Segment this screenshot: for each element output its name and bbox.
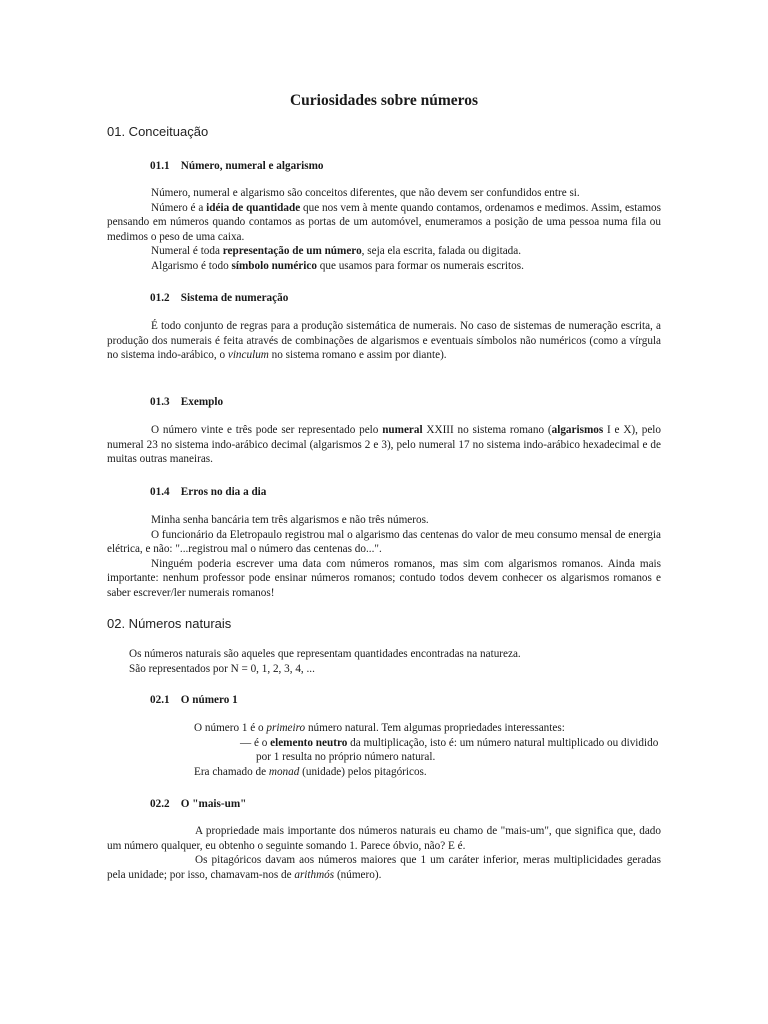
section-01-heading: 01. Conceituação — [107, 124, 209, 139]
subsection-01-1-body — [107, 186, 661, 274]
subsection-01-3-heading — [150, 395, 223, 409]
subsection-01-1-heading — [150, 159, 324, 173]
paragraph: A propriedade mais importante dos números naturais eu chamo de "mais-um", que significa que, dado um número qualquer, eu obtenho o seguinte somando 1. Parece óbvio, não? E é. — [107, 825, 661, 852]
subsection-01-2-heading — [150, 291, 288, 305]
subsection-01-4-heading — [150, 485, 266, 499]
list-item: — é o elemento neutro da multiplicação, isto é: um número natural multiplicado ou dividido por 1 resulta no próprio número natural. — [240, 736, 659, 764]
subsection-number: 01.4 — [150, 486, 170, 498]
paragraph: É todo conjunto de regras para a produção sistemática de numerais. No caso de sistemas de numeração escrita, a produção dos numerais é feita através de combinações de algarismos e eventuais símbolos não numéricos (como a vírgula no sistema indo-arábico, o vinculum no sistema romano e assim por diante). — [107, 320, 661, 362]
subsection-01-3-body — [107, 423, 661, 467]
paragraph: Minha senha bancária tem três algarismos e não três números. — [151, 514, 429, 526]
subsection-02-1-heading — [150, 693, 238, 707]
subsection-02-1-body — [194, 721, 664, 779]
subsection-02-2-body — [107, 824, 661, 882]
paragraph: O número vinte e três pode ser representado pelo numeral XXIII no sistema romano (algarismos I e X), pelo numeral 23 no sistema indo-arábico decimal (algarismos 2 e 3), pelo numeral 17 no sistema indo-arábico hexadecimal e de muitas outras maneiras. — [107, 424, 661, 466]
paragraph: Os pitagóricos davam aos números maiores que 1 um caráter inferior, meras multiplicidades geradas pela unidade; por isso, chamavam-nos de arithmós (número). — [107, 854, 661, 881]
subsection-title: O número 1 — [180, 694, 238, 706]
subsection-number: 02.2 — [150, 798, 170, 810]
subsection-number: 02.1 — [150, 694, 170, 706]
subsection-title: Sistema de numeração — [180, 292, 289, 304]
section-02-intro — [129, 647, 669, 676]
paragraph: Número, numeral e algarismo são conceitos diferentes, que não devem ser confundidos entre si. — [151, 187, 580, 199]
subsection-title: Erros no dia a dia — [180, 486, 267, 498]
subsection-number: 01.1 — [150, 160, 170, 172]
paragraph: Ninguém poderia escrever uma data com números romanos, mas sim com algarismos romanos. Ainda mais importante: nenhum professor pode ensinar números romanos; contudo todos devem conhecer os algarismos romanos e saber escrever/ler numerais romanos! — [107, 557, 661, 599]
paragraph: São representados por N = 0, 1, 2, 3, 4, ... — [129, 662, 315, 675]
paragraph: Era chamado de monad (unidade) pelos pitagóricos. — [194, 765, 427, 778]
paragraph: Numeral é toda representação de um número, seja ela escrita, falada ou digitada. — [151, 245, 522, 258]
paragraph: Número é a idéia de quantidade que nos vem à mente quando contamos, ordenamos e medimos. Assim, estamos pensando em números quando contamos as portas de um automóvel, enumeramos a posição de uma pessoa numa fila ou medimos o peso de uma caixa. — [107, 201, 661, 243]
subsection-number: 01.2 — [150, 292, 170, 304]
paragraph: Os números naturais são aqueles que representam quantidades encontradas na natureza. — [129, 648, 521, 660]
subsection-01-2-body — [107, 319, 661, 363]
subsection-number: 01.3 — [150, 396, 170, 408]
subsection-title: O "mais-um" — [180, 798, 247, 810]
subsection-title: Exemplo — [180, 396, 224, 408]
paragraph: O número 1 é o primeiro número natural. Tem algumas propriedades interessantes: — [194, 722, 565, 734]
subsection-01-4-body — [107, 513, 661, 601]
subsection-02-2-heading — [150, 797, 246, 811]
subsection-title: Número, numeral e algarismo — [180, 160, 324, 172]
section-02-heading: 02. Números naturais — [107, 616, 232, 631]
paragraph: Algarismo é todo símbolo numérico que usamos para formar os numerais escritos. — [151, 259, 524, 272]
document-title: Curiosidades sobre números — [289, 92, 479, 109]
paragraph: O funcionário da Eletropaulo registrou mal o algarismo das centenas do valor de meu consumo mensal de energia elétrica, e não: "...registrou mal o número das centenas do...". — [107, 528, 661, 556]
